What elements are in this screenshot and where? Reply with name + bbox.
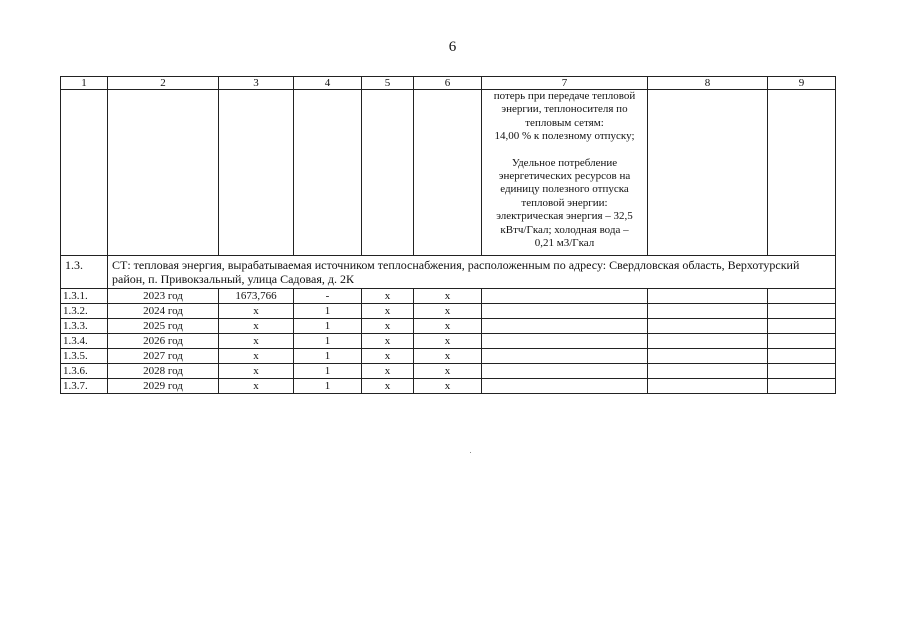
- table-row: [61, 334, 836, 349]
- column-header: 4: [294, 77, 362, 90]
- empty-cell: [648, 319, 768, 334]
- description-line: Удельное потребление: [511, 156, 618, 169]
- table-row: [61, 364, 836, 379]
- value-col3: х: [219, 364, 294, 379]
- value-col4: 1: [294, 304, 362, 319]
- value-col6: х: [414, 334, 482, 349]
- value-col5: х: [362, 364, 414, 379]
- empty-cell: [648, 334, 768, 349]
- table-row: [61, 289, 836, 304]
- value-col4: -: [294, 289, 362, 304]
- value-col4: 1: [294, 349, 362, 364]
- column-header: 2: [108, 77, 219, 90]
- description-line: энергетических ресурсов на: [498, 170, 631, 183]
- description-line: 0,21 м3/Гкал: [534, 237, 595, 250]
- column-number-row: [61, 77, 836, 90]
- row-year: 2025 год: [108, 319, 219, 334]
- empty-cell: [648, 304, 768, 319]
- empty-cell: [482, 304, 648, 319]
- row-number: 1.3.7.: [61, 379, 108, 394]
- table-row: [61, 349, 836, 364]
- empty-cell: [768, 364, 836, 379]
- row-number: 1.3.2.: [61, 304, 108, 319]
- empty-cell: [482, 349, 648, 364]
- value-col5: х: [362, 349, 414, 364]
- empty-cell: [482, 319, 648, 334]
- page-number: 6: [448, 39, 457, 55]
- empty-cell: [768, 334, 836, 349]
- description-line: электрическая энергия – 32,5: [496, 210, 633, 223]
- column-header: 6: [414, 77, 482, 90]
- value-col5: х: [362, 334, 414, 349]
- description-line: 14,00 % к полезному отпуску;: [494, 130, 635, 143]
- column-header: 1: [61, 77, 108, 90]
- empty-cell: [482, 379, 648, 394]
- empty-cell: [648, 90, 768, 256]
- empty-cell: [648, 379, 768, 394]
- value-col6: х: [414, 319, 482, 334]
- row-number: 1.3.3.: [61, 319, 108, 334]
- value-col5: х: [362, 379, 414, 394]
- description-line: тепловым сетям:: [525, 116, 604, 129]
- empty-cell: [414, 90, 482, 256]
- row-year: 2027 год: [108, 349, 219, 364]
- value-col6: х: [414, 349, 482, 364]
- value-col4: 1: [294, 364, 362, 379]
- row-number: 1.3.1.: [61, 289, 108, 304]
- table-row: [61, 379, 836, 394]
- row-number: 1.3.4.: [61, 334, 108, 349]
- column-header: 9: [768, 77, 836, 90]
- value-col5: х: [362, 319, 414, 334]
- value-col3: х: [219, 379, 294, 394]
- row-number: 1.3.5.: [61, 349, 108, 364]
- row-year: 2028 год: [108, 364, 219, 379]
- empty-cell: [768, 90, 836, 256]
- description-line: тепловой энергии:: [521, 196, 608, 209]
- indicators-description: [482, 90, 648, 256]
- value-col3: х: [219, 349, 294, 364]
- empty-cell: [648, 349, 768, 364]
- table-row: [61, 304, 836, 319]
- value-col3: х: [219, 319, 294, 334]
- row-year: 2023 год: [108, 289, 219, 304]
- column-header: 5: [362, 77, 414, 90]
- value-col4: 1: [294, 319, 362, 334]
- empty-cell: [648, 289, 768, 304]
- value-col3: 1673,766: [219, 289, 294, 304]
- section-number: 1.3.: [61, 256, 108, 289]
- section-row: [61, 256, 836, 289]
- empty-cell: [482, 334, 648, 349]
- empty-cell: [219, 90, 294, 256]
- row-year: 2026 год: [108, 334, 219, 349]
- empty-cell: [768, 289, 836, 304]
- value-col3: х: [219, 304, 294, 319]
- empty-cell: [768, 319, 836, 334]
- column-header: 8: [648, 77, 768, 90]
- value-col5: х: [362, 304, 414, 319]
- empty-cell: [294, 90, 362, 256]
- continuation-row: [61, 90, 836, 256]
- value-col6: х: [414, 304, 482, 319]
- empty-cell: [482, 364, 648, 379]
- empty-cell: [648, 364, 768, 379]
- value-col6: х: [414, 289, 482, 304]
- description-line: единицу полезного отпуска: [500, 183, 629, 196]
- value-col4: 1: [294, 379, 362, 394]
- empty-cell: [362, 90, 414, 256]
- value-col5: х: [362, 289, 414, 304]
- description-line: потерь при передаче тепловой: [493, 90, 636, 102]
- tariff-table: [60, 76, 836, 394]
- scan-speck: [470, 452, 471, 453]
- empty-cell: [108, 90, 219, 256]
- value-col6: х: [414, 379, 482, 394]
- row-year: 2029 год: [108, 379, 219, 394]
- row-number: 1.3.6.: [61, 364, 108, 379]
- line-gap: [484, 144, 645, 157]
- row-year: 2024 год: [108, 304, 219, 319]
- empty-cell: [482, 289, 648, 304]
- empty-cell: [768, 304, 836, 319]
- section-title: СТ: тепловая энергия, вырабатываемая источником теплоснабжения, расположенным по адресу: Свердловская область, Верхотурский район, п. Привокзальный, улица Садовая, д. 2К: [108, 256, 836, 289]
- value-col4: 1: [294, 334, 362, 349]
- description-line: энергии, теплоносителя по: [501, 103, 628, 116]
- column-header: 7: [482, 77, 648, 90]
- value-col3: х: [219, 334, 294, 349]
- description-line: кВтч/Гкал; холодная вода –: [500, 223, 629, 236]
- empty-cell: [61, 90, 108, 256]
- empty-cell: [768, 379, 836, 394]
- value-col6: х: [414, 364, 482, 379]
- table-row: [61, 319, 836, 334]
- empty-cell: [768, 349, 836, 364]
- column-header: 3: [219, 77, 294, 90]
